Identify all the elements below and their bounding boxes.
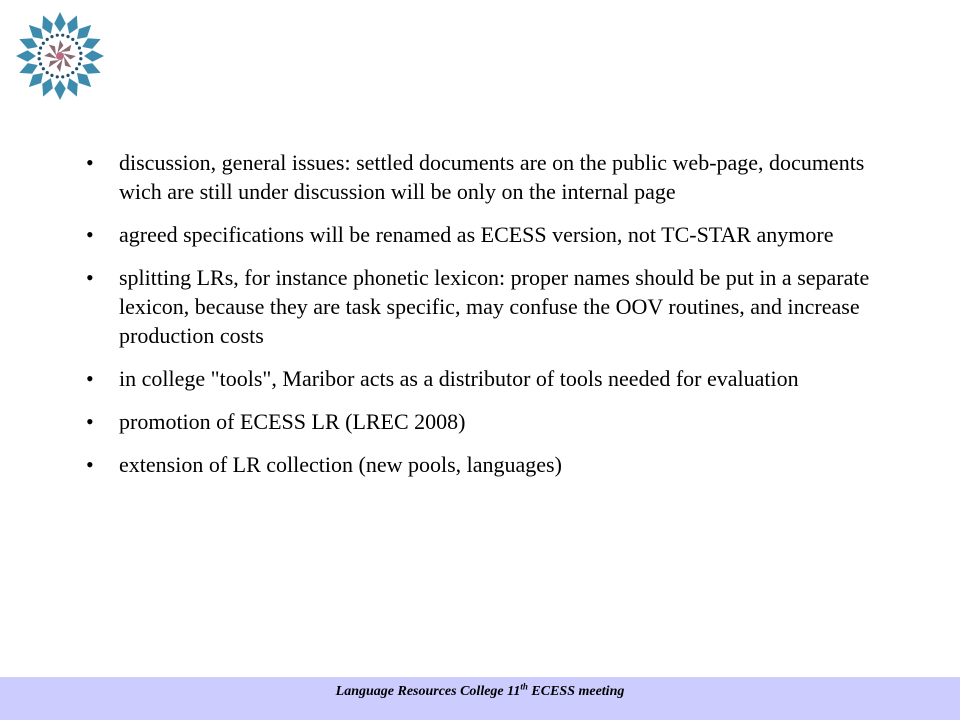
bullet-text: discussion, general issues: settled documents are on the public web-page, documents wich are still under discussion will be only on the internal page: [119, 150, 865, 204]
emblem-dot: [78, 46, 81, 49]
emblem-petal: [54, 12, 65, 32]
emblem-dot: [50, 35, 53, 38]
emblem-dot: [56, 75, 59, 78]
emblem-dot: [42, 42, 45, 45]
bullet-text: splitting LRs, for instance phonetic lexicon: proper names should be put in a separate lexicon, because they are task specific, may confuse the OOV routines, and increase production costs: [119, 265, 870, 348]
bullet-item: [86, 407, 886, 436]
emblem-petal: [42, 15, 53, 33]
emblem-dot: [38, 52, 41, 55]
bullet-item: [86, 263, 886, 350]
footer-bar: [0, 677, 960, 720]
bullet-marker: •: [86, 222, 94, 247]
college-logo: [14, 10, 106, 102]
footer-ordinal: th: [520, 681, 528, 692]
emblem-petal: [29, 73, 43, 87]
emblem-dot: [46, 38, 49, 41]
emblem-dot: [79, 52, 82, 55]
emblem-petal: [82, 63, 100, 74]
bullet-text: in college "tools", Maribor acts as a distributor of tools needed for evaluation: [119, 366, 799, 391]
emblem-dot: [78, 62, 81, 65]
emblem-dot: [66, 35, 69, 38]
emblem-dot: [61, 34, 64, 37]
emblem-petal: [67, 78, 78, 96]
emblem-center: [56, 52, 64, 60]
emblem-petal: [77, 25, 91, 39]
emblem-dot: [71, 38, 74, 41]
bullet-marker: •: [86, 409, 94, 434]
emblem-petal: [42, 78, 53, 96]
emblem-dot: [79, 57, 82, 60]
emblem-dot: [39, 46, 42, 49]
bullet-marker: •: [86, 366, 94, 391]
bullet-marker: •: [86, 150, 94, 175]
emblem-dot: [71, 71, 74, 74]
bullet-list: [86, 148, 886, 493]
bullet-marker: •: [86, 452, 94, 477]
emblem-dot: [75, 42, 78, 45]
emblem-petal: [67, 15, 78, 33]
emblem-petal: [54, 80, 65, 100]
bullet-text: extension of LR collection (new pools, languages): [119, 452, 562, 477]
bullet-item: [86, 220, 886, 249]
emblem-petal: [16, 50, 36, 61]
bullet-text: agreed specifications will be renamed as ECESS version, not TC-STAR anymore: [119, 222, 834, 247]
emblem-dot: [46, 71, 49, 74]
emblem-petal: [19, 63, 37, 74]
footer-text: [336, 683, 625, 701]
emblem-dot: [66, 74, 69, 77]
emblem-dot: [75, 67, 78, 70]
emblem-petal: [77, 73, 91, 87]
emblem-dot: [50, 74, 53, 77]
bullet-item: [86, 450, 886, 479]
emblem-dot: [56, 34, 59, 37]
emblem-dot: [39, 62, 42, 65]
bullet-item: [86, 364, 886, 393]
emblem-dot: [38, 57, 41, 60]
footer-suffix: ECESS meeting: [527, 684, 625, 699]
emblem-petal: [29, 25, 43, 39]
emblem-petal: [84, 50, 104, 61]
footer-prefix: Language Resources College 11: [335, 684, 521, 699]
college-emblem-icon: [14, 10, 106, 102]
bullet-text: promotion of ECESS LR (LREC 2008): [119, 409, 466, 434]
emblem-dot: [61, 75, 64, 78]
emblem-petal: [19, 38, 37, 49]
emblem-petal: [82, 38, 100, 49]
bullet-marker: •: [86, 265, 94, 290]
bullet-item: [86, 148, 886, 206]
emblem-dot: [42, 67, 45, 70]
